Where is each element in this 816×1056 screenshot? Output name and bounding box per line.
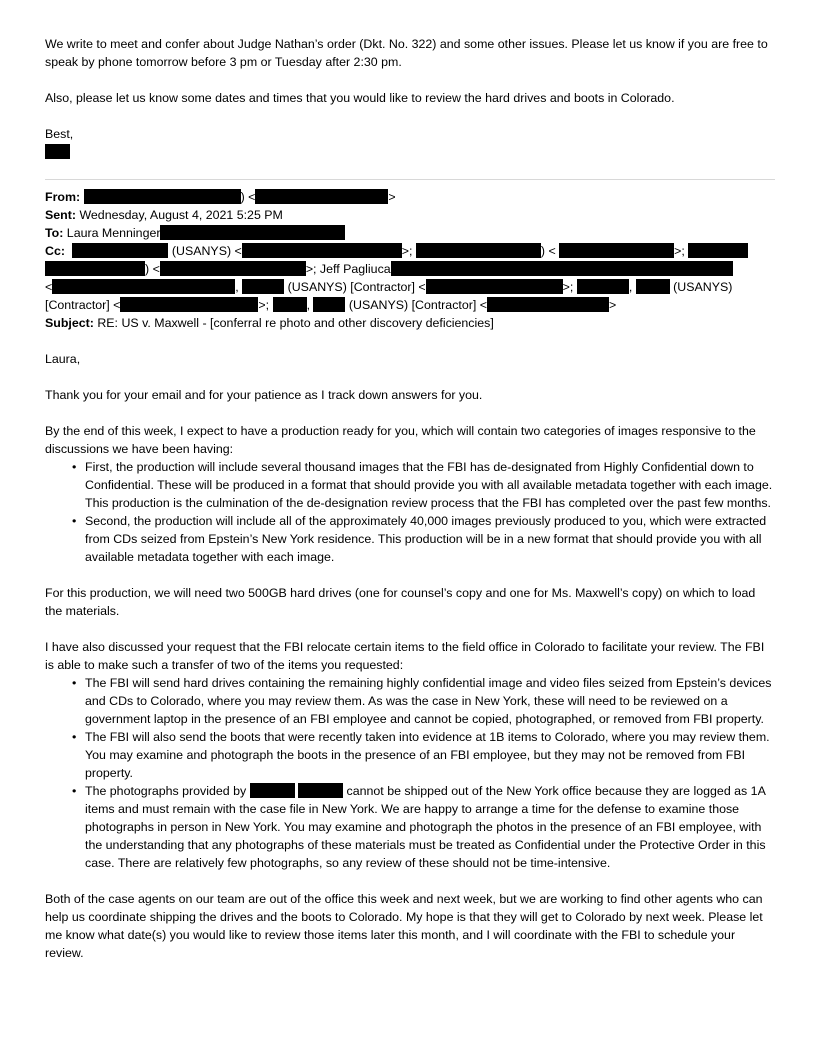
reply-greeting: Laura, [45,352,81,366]
redaction-box [250,783,295,798]
drives-paragraph: For this production, we will need two 500GB hard drives (one for counsel’s copy and one for Ms. Maxwell’s copy) on which to load the materials. [45,586,756,618]
redaction-box [120,297,258,312]
redaction-box [577,279,629,294]
relocate-list [45,674,775,872]
signature-line [45,143,775,161]
closing-paragraph: Both of the case agents on our team are out of the office this week and next week, but we are working to find other agents who can help us coordinate shipping the drives and the boots to Colorado. My hope is that they will get to Colorado by next week. Please let me know what date(s) you would like to review those items later this month, and I will coordinate with the FBI to schedule your review. [45,892,763,960]
cc-line-4: [Contractor] < >; , (USANYS) [Contractor] < > [45,298,617,312]
list-item: • The photographs provided by cannot be shipped out of the New York office because they are logged as 1A items and must remain with the case file in New York. We are happy to arrange a time for the defense to examine those photographs in person in New York. You may examine and photograph the photos in the presence of an FBI employee, with the understanding that any photographs of these materials must be treated as Confidential under the Protective Order in this case. There are relatively few photographs, so any review of these should not be time-intensive. [85,782,775,872]
redaction-box [84,189,241,204]
list-item: • The FBI will send hard drives containing the remaining highly confidential image and video files seized from Epstein’s devices and CDs to Colorado, where you may review them. As was the case in New York, these will need to be reviewed on a government laptop in the presence of an FBI employee and cannot be copied, photographed, or removed from FBI property. [85,674,775,728]
redaction-box [313,297,345,312]
redaction-box [487,297,609,312]
cc-line: Cc: (USANYS) < >; ) < >; [45,242,775,260]
quoted-header [45,188,775,332]
redaction-box [45,261,145,276]
production-list [45,458,775,566]
sent-date: Wednesday, August 4, 2021 5:25 PM [79,208,283,222]
redaction-box [559,243,674,258]
message-divider [45,179,775,180]
redaction-box [160,261,306,276]
production-intro: By the end of this week, I expect to have a production ready for you, which will contain two categories of images responsive to the discussions we have been having: [45,424,756,456]
opening-paragraph: We write to meet and confer about Judge Nathan’s order (Dkt. No. 322) and some other issues. Please let us know if you are free to speak by phone tomorrow before 3 pm or Tuesday after 2:30 pm. [45,37,768,69]
redaction-box [72,243,168,258]
subject-text: RE: US v. Maxwell - [conferral re photo and other discovery deficiencies] [97,316,494,330]
redaction-box [273,297,307,312]
redaction-box [242,279,284,294]
redaction-box [160,225,345,240]
redaction-box [52,279,235,294]
redaction-box [242,243,402,258]
list-item: • First, the production will include several thousand images that the FBI has de-designated from Highly Confidential down to Confidential. These will be produced in a format that should provide you with all available metadata together with each image. This production is the culmination of the de-designation review process that the FBI has completed over the past few months. [85,458,775,512]
redaction-box [391,261,733,276]
email-page [45,35,775,962]
signoff: Best, [45,127,74,141]
colorado-request-paragraph: Also, please let us know some dates and times that you would like to review the hard drives and boots in Colorado. [45,91,675,105]
recipient-name: Laura Menninger [66,226,161,240]
list-item: • The FBI will also send the boots that were recently taken into evidence at 1B items to Colorado, where you may review them. You may examine and photograph the boots in the presence of an FBI employee, but they may not be removed from FBI property. [85,728,775,782]
sent-line: Sent: Wednesday, August 4, 2021 5:25 PM [45,208,283,222]
to-line: To: Laura Menninger [45,224,775,242]
cc-line-2: ) < >; Jeff Pagliuca [45,260,775,278]
redaction-box [688,243,748,258]
redaction-box [45,144,70,159]
redaction-box [426,279,563,294]
from-line: From: ) < > [45,190,396,204]
subject-line: Subject: RE: US v. Maxwell - [conferral re photo and other discovery deficiencies] [45,316,494,330]
relocate-intro: I have also discussed your request that the FBI relocate certain items to the field office in Colorado to facilitate your review. The FBI is able to make such a transfer of two of the items you requested: [45,640,765,672]
redaction-box [298,783,343,798]
thanks-paragraph: Thank you for your email and for your patience as I track down answers for you. [45,388,483,402]
redaction-box [416,243,541,258]
redaction-box [636,279,670,294]
cc-line-3: < , (USANYS) [Contractor] < >; , (USANYS) [45,280,733,294]
list-item: • Second, the production will include all of the approximately 40,000 images previously produced to you, which were extracted from CDs seized from Epstein’s New York residence. This production will be in a new format that should provide you with all available metadata together with each image. [85,512,775,566]
redaction-box [255,189,388,204]
